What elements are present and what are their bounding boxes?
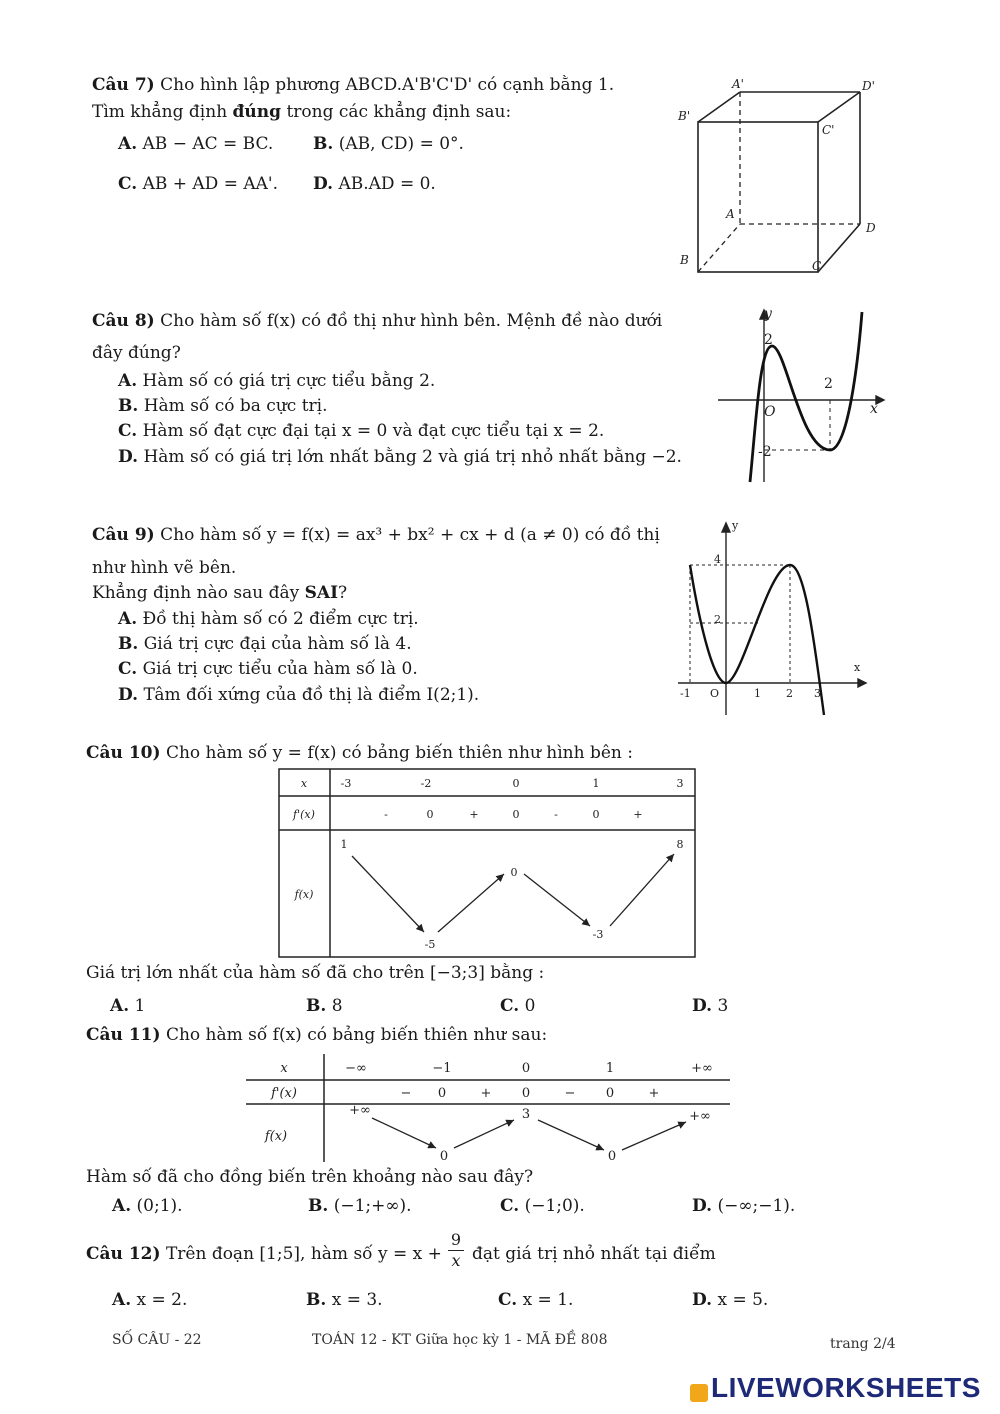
q11-option-c-text: (−1;0).: [524, 1196, 585, 1216]
logo-text: LIVEWORKSHEETS: [711, 1372, 981, 1403]
q10-option-b-text: 8: [331, 996, 343, 1016]
q10-sign: 0: [592, 808, 600, 821]
footer-exam-title: TOÁN 12 - KT Giữa học kỳ 1 - MÃ ĐỀ 808: [312, 1332, 608, 1348]
q12-stem-a: Trên đoạn [1;5], hàm số y = x +: [165, 1244, 442, 1264]
q10-option-b-key: B.: [306, 996, 327, 1016]
q9-label-x1: 1: [754, 687, 761, 700]
q8-label-x: x: [870, 401, 878, 417]
q9-option-c-key: C.: [118, 659, 138, 679]
q11-option-b-key: B.: [308, 1196, 329, 1216]
q10-option-a-text: 1: [134, 996, 146, 1016]
q11-sign: −: [400, 1086, 412, 1101]
q10-stem-text: Cho hàm số y = f(x) có bảng biến thiên như hình bên :: [165, 743, 634, 763]
q9-stem-line1: [92, 525, 660, 545]
q11-f-value: 0: [607, 1149, 617, 1164]
q7-option-b-text: (AB, CD) = 0°.: [338, 134, 464, 154]
q11-option-d-text: (−∞;−1).: [717, 1196, 796, 1216]
q12-fraction-denominator: x: [448, 1250, 464, 1271]
q10-f-label: f(x): [294, 888, 314, 901]
q10-f-value: -3: [592, 928, 604, 941]
q9-option-a-text: Đồ thị hàm số có 2 điểm cực trị.: [142, 609, 419, 629]
q8-graph: [712, 302, 892, 484]
q10-option-a[interactable]: [110, 996, 145, 1016]
q10-arrow-up: [610, 854, 674, 926]
q10-option-c[interactable]: [500, 996, 535, 1016]
q12-option-d-key: D.: [692, 1290, 713, 1310]
q12-option-c-key: C.: [498, 1290, 518, 1310]
q7-stem1: Cho hình lập phương ABCD.A'B'C'D' có cạnh bằng 1.: [160, 75, 615, 95]
q12-option-a[interactable]: [112, 1290, 187, 1310]
q10-x-value: -3: [340, 777, 352, 790]
q11-sign: +: [480, 1086, 492, 1101]
q11-x-value: 1: [605, 1061, 615, 1076]
q11-option-b[interactable]: [308, 1196, 412, 1216]
q10-option-d-key: D.: [692, 996, 713, 1016]
q7-stem2a: Tìm khẳng định: [92, 102, 233, 122]
q11-x-value: −∞: [345, 1061, 367, 1076]
q7-option-b[interactable]: [313, 134, 464, 154]
q8-label-origin: O: [764, 404, 776, 420]
q7-cube-figure: [670, 78, 890, 278]
q9-y-arrow: [722, 523, 730, 532]
q10-sign: -: [554, 808, 558, 821]
q10-f-value: 8: [676, 838, 684, 851]
q11-label: Câu 11): [86, 1025, 161, 1045]
cube-hidden-edge: [698, 224, 740, 272]
q12-option-d[interactable]: [692, 1290, 768, 1310]
q9-label-x2: 2: [786, 687, 793, 700]
q8-option-b[interactable]: [118, 396, 328, 416]
q10-stem: [86, 743, 633, 763]
cube-label-c: C: [812, 259, 822, 273]
q11-sign: −: [564, 1086, 576, 1101]
q9-stem3a: Khẳng định nào sau đây: [92, 583, 305, 603]
q10-variation-table: [278, 768, 698, 960]
q7-stem-line1: [92, 75, 614, 95]
q11-variation-table: [246, 1052, 732, 1164]
footer-question-count: SỐ CÂU - 22: [112, 1332, 202, 1348]
q8-option-c-text: Hàm số đạt cực đại tại x = 0 và đạt cực tiểu tại x = 2.: [142, 421, 605, 441]
q9-option-d[interactable]: [118, 685, 479, 705]
q11-option-c[interactable]: [500, 1196, 585, 1216]
q11-f-value: 3: [521, 1107, 531, 1122]
q11-f-value: +∞: [349, 1103, 371, 1118]
q9-label-x3: 3: [814, 687, 821, 700]
liveworksheets-logo: [690, 1372, 981, 1404]
q8-label-y: y: [764, 306, 772, 322]
q10-option-a-key: A.: [110, 996, 130, 1016]
q12-option-a-text: x = 2.: [136, 1290, 188, 1310]
q9-option-b[interactable]: [118, 634, 412, 654]
q8-label-ytop: 2: [764, 332, 773, 348]
q11-question: Hàm số đã cho đồng biến trên khoảng nào sau đây?: [86, 1167, 534, 1187]
q7-stem2-bold: đúng: [232, 102, 282, 122]
q12-label: Câu 12): [86, 1244, 161, 1264]
q11-option-d-key: D.: [692, 1196, 713, 1216]
q9-label-x: x: [854, 661, 861, 674]
q7-option-d[interactable]: [313, 174, 436, 194]
q11-x-label: x: [280, 1061, 288, 1076]
q10-f-value: 1: [340, 838, 348, 851]
q8-stem-line1: [92, 311, 662, 331]
q10-option-d-text: 3: [717, 996, 729, 1016]
q10-x-value: -2: [420, 777, 432, 790]
q7-option-a-text: AB − AC = BC.: [142, 134, 274, 154]
q8-stem1: Cho hàm số f(x) có đồ thị như hình bên. Mệnh đề nào dưới: [160, 311, 663, 331]
q10-x-value: 1: [592, 777, 600, 790]
q9-label-xm1: -1: [680, 687, 691, 700]
q10-sign: +: [469, 808, 479, 821]
q7-option-c[interactable]: [118, 174, 278, 194]
q9-label-y2: 2: [714, 613, 721, 626]
q8-label: Câu 8): [92, 311, 155, 331]
q7-option-d-text: AB.AD = 0.: [338, 174, 436, 194]
q8-option-d[interactable]: [118, 447, 682, 467]
q10-arrow-down: [352, 856, 424, 932]
q11-x-value: +∞: [691, 1061, 713, 1076]
q10-sign: 0: [512, 808, 520, 821]
q11-sign: 0: [605, 1086, 615, 1101]
q10-option-c-key: C.: [500, 996, 520, 1016]
q12-fraction: [448, 1230, 464, 1271]
q11-arrow-up: [622, 1122, 686, 1150]
q12-option-b[interactable]: [306, 1290, 383, 1310]
q10-option-b[interactable]: [306, 996, 343, 1016]
cube-label-a1: A': [732, 78, 744, 91]
cube-front-face: [698, 122, 818, 272]
q9-label-y4: 4: [714, 553, 721, 566]
q8-label-ybottom: -2: [758, 444, 772, 460]
q9-option-c[interactable]: [118, 659, 418, 679]
q8-option-b-text: Hàm số có ba cực trị.: [143, 396, 328, 416]
q9-stem2: như hình vẽ bên.: [92, 558, 237, 578]
q9-option-b-text: Giá trị cực đại của hàm số là 4.: [143, 634, 412, 654]
q7-option-c-key: C.: [118, 174, 138, 194]
q10-option-c-text: 0: [524, 996, 536, 1016]
q8-label-xtick: 2: [824, 376, 833, 392]
q11-sign: 0: [437, 1086, 447, 1101]
q7-stem2b: trong các khẳng định sau:: [281, 102, 512, 122]
q11-arrow-down: [538, 1120, 604, 1150]
q8-option-a-text: Hàm số có giá trị cực tiểu bằng 2.: [142, 371, 436, 391]
q11-f-label: f(x): [264, 1129, 288, 1144]
q12-option-b-key: B.: [306, 1290, 327, 1310]
q10-arrow-up: [438, 874, 504, 932]
cube-edge: [698, 92, 740, 122]
footer-page-number: trang 2/4: [830, 1336, 896, 1352]
q11-sign: +: [648, 1086, 660, 1101]
q12-option-a-key: A.: [112, 1290, 132, 1310]
q11-x-value: −1: [432, 1061, 452, 1076]
q10-question: Giá trị lớn nhất của hàm số đã cho trên [−3;3] bằng :: [86, 963, 545, 983]
q11-arrow-down: [372, 1118, 436, 1148]
q10-x-value: 0: [512, 777, 520, 790]
q11-option-a-key: A.: [112, 1196, 132, 1216]
q11-stem-text: Cho hàm số f(x) có bảng biến thiên như sau:: [165, 1025, 548, 1045]
q9-stem3-bold: SAI: [304, 583, 339, 603]
q11-option-d[interactable]: [692, 1196, 795, 1216]
q8-option-a[interactable]: [118, 371, 435, 391]
q7-stem-line2: [92, 102, 511, 122]
q11-option-b-text: (−1;+∞).: [333, 1196, 412, 1216]
cube-label-a: A: [726, 207, 735, 221]
q9-label-origin: O: [710, 687, 720, 700]
q9-stem3: [92, 583, 347, 603]
q9-x-arrow: [858, 679, 866, 687]
q12-stem-b: đạt giá trị nhỏ nhất tại điểm: [472, 1244, 716, 1264]
cube-label-d1: D': [862, 79, 875, 93]
logo-icon: [690, 1384, 708, 1402]
q11-option-a[interactable]: [112, 1196, 183, 1216]
q8-stem2: đây đúng?: [92, 343, 181, 363]
q9-option-d-key: D.: [118, 685, 139, 705]
q11-f-value: +∞: [689, 1109, 711, 1124]
cube-edge: [818, 92, 860, 122]
q8-option-c-key: C.: [118, 421, 138, 441]
q10-sign: 0: [426, 808, 434, 821]
q8-option-d-key: D.: [118, 447, 139, 467]
q9-graph: [676, 517, 876, 717]
q9-stem1: Cho hàm số y = f(x) = ax³ + bx² + cx + d (a ≠ 0) có đồ thị: [160, 525, 660, 545]
q9-option-c-text: Giá trị cực tiểu của hàm số là 0.: [142, 659, 418, 679]
cube-label-d: D: [866, 221, 876, 235]
q7-option-b-key: B.: [313, 134, 334, 154]
q10-table-border: [279, 769, 695, 957]
q10-sign: -: [384, 808, 388, 821]
cube-label-b: B: [680, 253, 689, 267]
q11-arrow-up: [454, 1120, 514, 1148]
q10-arrow-down: [524, 874, 590, 926]
q9-option-b-key: B.: [118, 634, 139, 654]
q9-label: Câu 9): [92, 525, 155, 545]
q7-option-d-key: D.: [313, 174, 334, 194]
cube-edge: [818, 224, 860, 272]
q12-fraction-numerator: 9: [450, 1230, 462, 1249]
q10-label: Câu 10): [86, 743, 161, 763]
q10-f-value: -5: [424, 938, 436, 951]
q8-option-b-key: B.: [118, 396, 139, 416]
q10-f-value: 0: [510, 866, 518, 879]
q7-option-a-key: A.: [118, 134, 138, 154]
q7-label: Câu 7): [92, 75, 155, 95]
q9-label-y: y: [732, 519, 739, 532]
q10-option-d[interactable]: [692, 996, 728, 1016]
q11-fp-label: f'(x): [271, 1086, 297, 1101]
q12-option-c-text: x = 1.: [522, 1290, 574, 1310]
cube-label-b1: B': [678, 109, 691, 123]
q10-x-value: 3: [676, 777, 684, 790]
q12-option-d-text: x = 5.: [717, 1290, 769, 1310]
q8-option-a-key: A.: [118, 371, 138, 391]
q11-f-value: 0: [439, 1149, 449, 1164]
q11-sign: 0: [521, 1086, 531, 1101]
q10-sign: +: [633, 808, 643, 821]
q7-option-a[interactable]: [118, 134, 273, 154]
q9-stem3b: ?: [338, 583, 348, 603]
q11-x-value: 0: [521, 1061, 531, 1076]
q9-option-a-key: A.: [118, 609, 138, 629]
q12-stem: [86, 1244, 442, 1264]
cube-label-c1: C': [822, 123, 835, 137]
q11-option-a-text: (0;1).: [136, 1196, 183, 1216]
q9-option-a[interactable]: [118, 609, 419, 629]
q7-option-c-text: AB + AD = AA'.: [142, 174, 278, 194]
q11-option-c-key: C.: [500, 1196, 520, 1216]
q12-option-b-text: x = 3.: [331, 1290, 383, 1310]
q8-option-c[interactable]: [118, 421, 604, 441]
q10-fp-label: f'(x): [293, 808, 315, 821]
q10-x-label: x: [300, 777, 308, 790]
q9-option-d-text: Tâm đối xứng của đồ thị là điểm I(2;1).: [143, 685, 480, 705]
q11-stem: [86, 1025, 547, 1045]
q12-option-c[interactable]: [498, 1290, 573, 1310]
q8-option-d-text: Hàm số có giá trị lớn nhất bằng 2 và giá trị nhỏ nhất bằng −2.: [143, 447, 682, 467]
